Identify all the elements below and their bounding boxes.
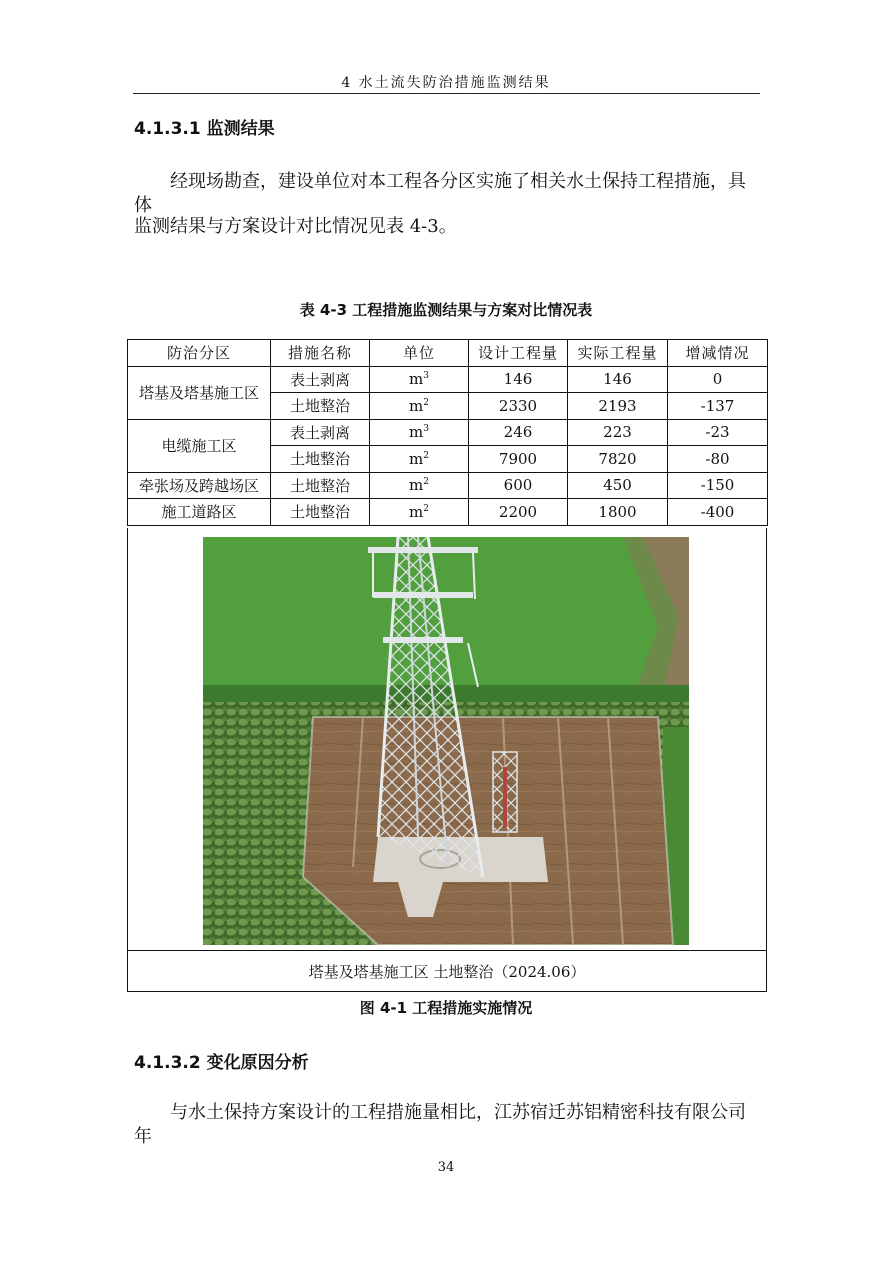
change-cell: -400 [668,499,768,526]
figure-caption: 图 4-1 工程措施实施情况 [359,999,533,1017]
table-header-row [128,340,768,367]
section-heading-4-1-3-1: 4.1.3.1 监测结果 [134,119,275,139]
unit-cell [370,393,469,420]
measure-cell: 表土剥离 [271,419,370,446]
measure-cell: 土地整治 [271,393,370,420]
page-number: 34 [437,1160,455,1175]
column-header: 措施名称 [271,340,370,367]
design-cell: 2330 [469,393,568,420]
design-cell: 146 [469,366,568,393]
table-caption: 表 4-3 工程措施监测结果与方案对比情况表 [299,301,593,319]
table-row [128,419,768,446]
design-cell: 7900 [469,446,568,473]
unit-cell [370,499,469,526]
header-rule [133,93,760,94]
unit-cell [370,419,469,446]
table-row [128,499,768,526]
change-cell: -137 [668,393,768,420]
unit-cell [370,472,469,499]
table-row [128,366,768,393]
change-cell: -150 [668,472,768,499]
transmission-tower-photo [203,537,689,945]
unit-base: m [409,423,424,442]
design-cell: 246 [469,419,568,446]
unit-exponent: 2 [423,477,429,488]
paragraph-line-3: 与水土保持方案设计的工程措施量相比，江苏宿迁苏铝精密科技有限公司年 [134,1102,746,1147]
unit-cell [370,366,469,393]
table-row [128,472,768,499]
photo-frame [127,528,767,950]
unit-base: m [409,502,424,521]
paragraph-line-1: 经现场勘查，建设单位对本工程各分区实施了相关水土保持工程措施，具体 [134,171,746,216]
column-header: 增减情况 [668,340,768,367]
unit-base: m [409,370,424,389]
change-cell: -80 [668,446,768,473]
actual-cell: 7820 [568,446,668,473]
photo-caption: 塔基及塔基施工区 土地整治（2024.06） [127,950,767,992]
unit-exponent: 3 [423,424,429,435]
measure-cell: 土地整治 [271,499,370,526]
zone-cell: 塔基及塔基施工区 [128,366,271,419]
unit-base: m [409,449,424,468]
unit-exponent: 3 [423,371,429,382]
unit-exponent: 2 [423,503,429,514]
unit-base: m [409,396,424,415]
unit-exponent: 2 [423,397,429,408]
measure-cell: 土地整治 [271,472,370,499]
measure-cell: 表土剥离 [271,366,370,393]
paragraph-line-2: 监测结果与方案设计对比情况见表 4-3。 [134,216,457,237]
column-header: 单位 [370,340,469,367]
column-header: 实际工程量 [568,340,668,367]
zone-cell: 牵张场及跨越场区 [128,472,271,499]
column-header: 设计工程量 [469,340,568,367]
actual-cell: 146 [568,366,668,393]
measure-cell: 土地整治 [271,446,370,473]
actual-cell: 223 [568,419,668,446]
actual-cell: 2193 [568,393,668,420]
zone-cell: 施工道路区 [128,499,271,526]
unit-base: m [409,476,424,495]
actual-cell: 1800 [568,499,668,526]
unit-cell [370,446,469,473]
unit-exponent: 2 [423,450,429,461]
change-cell: 0 [668,366,768,393]
zone-cell: 电缆施工区 [128,419,271,472]
column-header: 防治分区 [128,340,271,367]
running-header: 4 水土流失防治措施监测结果 [341,75,551,91]
measures-table [127,339,768,526]
design-cell: 600 [469,472,568,499]
section-heading-4-1-3-2: 4.1.3.2 变化原因分析 [134,1053,309,1073]
change-cell: -23 [668,419,768,446]
design-cell: 2200 [469,499,568,526]
actual-cell: 450 [568,472,668,499]
